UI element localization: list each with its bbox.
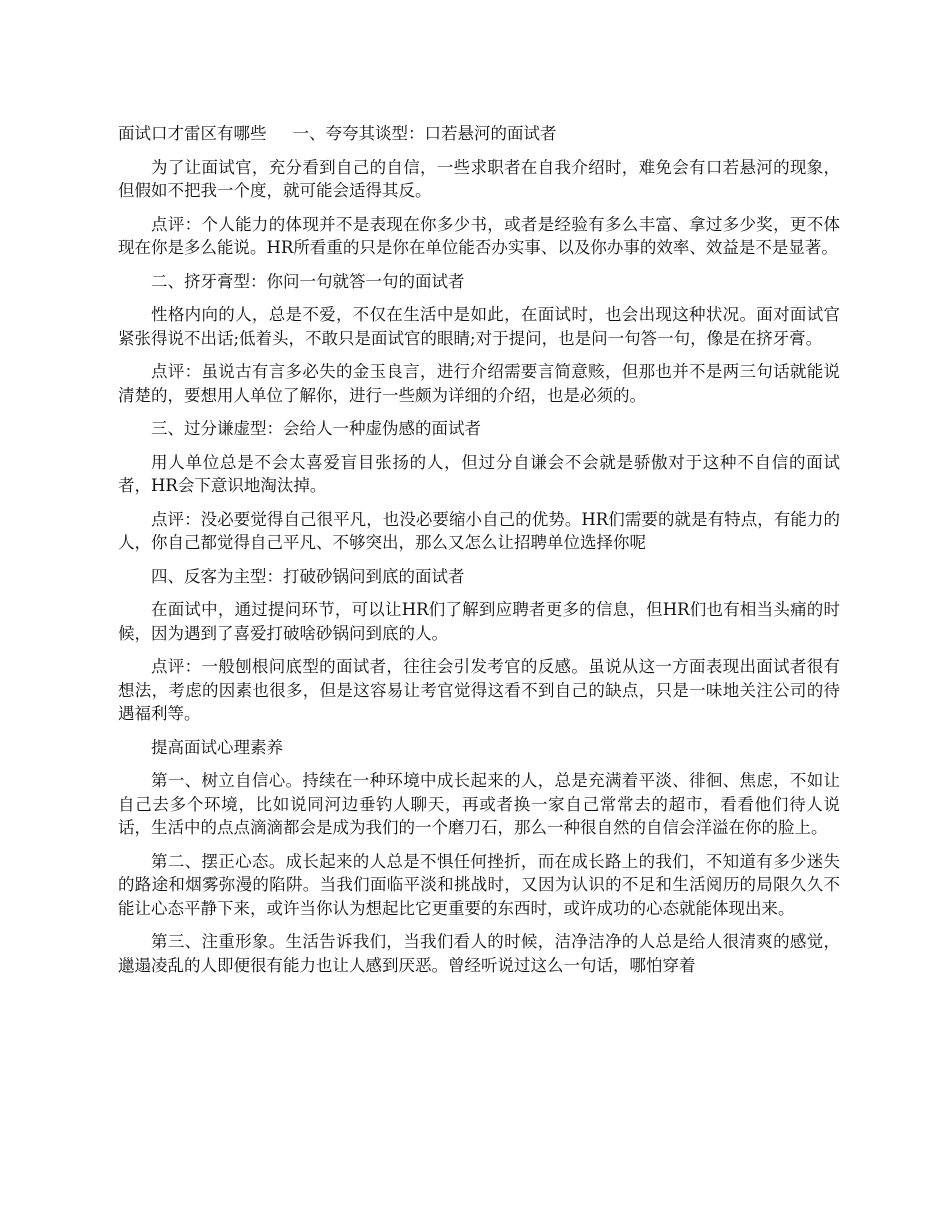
paragraph-body-3: 用人单位总是不会太喜爱盲目张扬的人，但过分自谦会不会就是骄傲对于这种不自信的面试者，HR会下意识地淘汰掉。 <box>118 452 840 495</box>
section-heading-2: 二、挤牙膏型：你问一句就答一句的面试者 <box>151 271 465 291</box>
title-line <box>118 122 840 146</box>
section-heading-5: 提高面试心理素养 <box>151 737 283 757</box>
section-heading-3: 三、过分谦虚型：会给人一种虚伪感的面试者 <box>151 419 481 438</box>
paragraph-tip-2: 第二、摆正心态。成长起来的人总是不惧任何挫折，而在成长路上的我们，不知道有多少迷失的路途和烟雾弥漫的陷阱。当我们面临平淡和挑战时，又因为认识的不足和生活阅历的局限久久不能让心态平静下来，或许当你认为想起比它更重要的东西时，或许成功的心态就能体现出来。 <box>118 851 840 918</box>
section-heading-4: 四、反客为主型：打破砂锅问到底的面试者 <box>151 566 465 586</box>
document-page <box>118 122 840 987</box>
paragraph-comment-2: 点评：虽说古有言多必失的金玉良言，进行介绍需要言简意赅，但那也并不是两三句话就能说清楚的，要想用人单位了解你，进行一些颇为详细的介绍，也是必须的。 <box>118 362 840 405</box>
section-heading-1: 一、夸夸其谈型：口若悬河的面试者 <box>292 124 557 143</box>
paragraph-body-4: 在面试中，通过提问环节，可以让HR们了解到应聘者更多的信息，但HR们也有相当头痛的时候，因为遇到了喜爱打破啥砂锅问到底的人。 <box>118 600 840 643</box>
paragraph-comment-3: 点评：没必要觉得自己很平凡，也没必要缩小自己的优势。HR们需要的就是有特点，有能力的人，你自己都觉得自己平凡、不够突出，那么又怎么让招聘单位选择你呢 <box>118 509 840 552</box>
paragraph-tip-3: 第三、注重形象。生活告诉我们，当我们看人的时候，洁净洁净的人总是给人很清爽的感觉，邋遢凌乱的人即便很有能力也让人感到厌恶。曾经听说过这么一句话，哪怕穿着 <box>118 932 840 975</box>
paragraph-tip-1: 第一、树立自信心。持续在一种环境中成长起来的人，总是充满着平淡、徘徊、焦虑，不如让自己去多个环境，比如说同河边垂钓人聊天，再或者换一家自己常常去的超市，看看他们待人说话，生活中的点点滴滴都会是成为我们的一个磨刀石，那么一种很自然的自信会洋溢在你的脸上。 <box>118 771 840 837</box>
paragraph-body-2: 性格内向的人，总是不爱，不仅在生活中是如此，在面试时，也会出现这种状况。面对面试官紧张得说不出话;低着头，不敢只是面试官的眼睛;对于提问，也是问一句答一句，像是在挤牙膏。 <box>118 305 840 348</box>
document-title: 面试口才雷区有哪些 <box>118 124 267 143</box>
paragraph-intro-1: 为了让面试官，充分看到自己的自信，一些求职者在自我介绍时，难免会有口若悬河的现象，但假如不把我一个度，就可能会适得其反。 <box>118 157 840 200</box>
paragraph-comment-1: 点评：个人能力的体现并不是表现在你多少书，或者是经验有多么丰富、拿过多少奖，更不体现在你是多么能说。HR所看重的只是你在单位能否办实事、以及你办事的效率、效益是不是显著。 <box>118 214 840 257</box>
paragraph-comment-4: 点评：一般刨根问底型的面试者，往往会引发考官的反感。虽说从这一方面表现出面试者很有想法，考虑的因素也很多，但是这容易让考官觉得这看不到自己的缺点，只是一味地关注公司的待遇福利等。 <box>118 657 840 723</box>
